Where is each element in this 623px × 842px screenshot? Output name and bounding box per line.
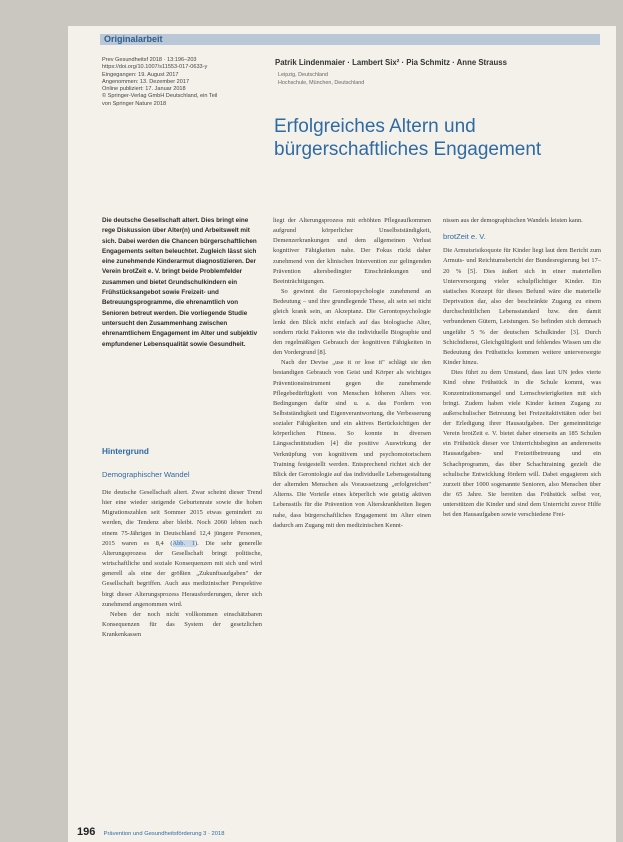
affiliations xyxy=(278,71,364,87)
affiliation-2: Hochschule, München, Deutschland xyxy=(278,80,365,86)
paragraph: Die deutsche Gesellschaft altert. Zwar scheint dieser Trend hier eine wieder steigende Geburtenrate sowie die hohen Migrationszahlen seit Sommer 2015 etwas gemindert zu werden, die Tendenz aber bleibt. Noch 2060 lebten nach einem 75-Jährigen in Deutschland 12,4 jüngere Personen, 2015 waren es 8,4 (Abb. 1). Die sehr generelle Alterungsprozess der Gesellschaft bringt politische, wirtschaftliche und soziale Konsequenzen mit sich und wird generell als eine der größten „Zukunftsaufgaben" der Gesellschaft begriffen. Auch aus medizinischer Perspektive birgt dieser Alterungsprozess Herausforderungen, derer sich zunehmend angenommen wird. xyxy=(102,489,262,608)
meta-copyright: © Springer-Verlag GmbH Deutschland, ein Teil xyxy=(102,93,218,100)
journal-name: Prävention und Gesundheitsförderung 3 · 2018 xyxy=(103,831,225,837)
paragraph: So gewinnt die Gerontopsychologie zunehmend an Bedeutung – und ihre grundlegende These, alt sein sei nicht gleich krank sein, an Akzeptanz. Die Gerontopsychologie lenkt den Blick nicht einfach auf das biologische Alter, sondern rückt Faktoren wie die individuelle Biographie und den regelmäßigen Gebrauch der kognitiven Fähigkeiten in den Vordergrund [8]. xyxy=(273,288,431,357)
meta-doi-link[interactable]: https://doi.org/10.1007/s11553-017-0633-y xyxy=(102,64,208,71)
paragraph: Dies führt zu dem Umstand, dass laut UN jedes vierte Kind ohne Frühstück in die Schule kommt, was Konzentrationsmangel und Lernschwierigkeiten mit sich bringt. Zudem haben viele Kinder keinen Zugang zu außerschulischer Betreuung bei Freizeitaktivitäten oder bei der Erledigung ihrer Hausaufgaben. Der gemeinnützige Verein brotZeit e. V. bietet daher einerseits an 185 Schulen ein Frühstück dieser vor Unterrichtsbeginn an andererseits Hausaufgaben- und Freizeitbetreuung und ein Schachprogramm, das über Schachtraining gezielt die schulische Entwicklung fördern will. Dabei engagieren sich zurzeit über 1000 sogenannte Senioren, also Menschen über die 65 Jahre. Sie bereiten das Frühstück selbst vor, unterstützen die Kinder und sind dem Unterricht zuvor Hilfe bei den Hausaufgaben sowie verschiedene Frei- xyxy=(443,369,601,519)
subheading-demographischer-wandel: Demographischer Wandel xyxy=(102,470,190,479)
author-list: Patrik Lindenmaier · Lambert Six² · Pia Schmitz · Anne Strauss xyxy=(275,58,507,67)
paragraph: Nach der Devise „use it or lose it" schlägt sie den bestandigen Gebrauch von Geist und Körper als wichtiges Präventionsinstrument gegen die zunehmende Pflegebedürftigkeit von Menschen höheren Alters vor. Bedingungen dafür sind u. a. das Fordern von Selbstständigkeit und Eigenverantwortung, die Verbesserung sozialer Fähigkeiten und ein aktives Berücksichtigen der körperlichen Fitness. So konnte in diversen Längsschnittstudien [4] die positive Auswirkung der Verknüpfung von kognitivem und psychomotorischem Training festgestellt werden. Entsprechend richtet sich der Blick der Gerontologie auf das individuelle Lebensgestaltung der alternden Menschen als Voraussetzung „erfolgreichen" Alterns. Die Vorteile eines körperlich wie geistig aktiven Lebensstils für die Prävention von Alterskrankheiten liegen nahe, dass bürgerschaftliches Engagement im Alter einen dadurch am Zugang mit den medizinischen Kennt- xyxy=(273,359,431,529)
section-header-bar xyxy=(100,34,600,45)
paragraph: liegt der Alterungsprozess mit erhöhten Pflegeaufkommen aufgrund körperlicher Unselbstständigkeit, Demenzerkrankungen und dem allgemeinen Verlust kognitiver Fähigkeiten nahe. Der Fokus rückt daher zunehmend von der klinischen Intervention zur gelingenden Prävention altersbedingter Einschränkungen und Beeinträchtigungen. xyxy=(273,217,431,285)
figure-reference-link[interactable]: Abb. 1 xyxy=(172,539,195,547)
paragraph: Neben der noch nicht vollkommen einschätzbaren Konsequenzen für das System der gesetzlichen Krankenkassen xyxy=(102,610,262,639)
paragraph: Die Armutsrisikoquote für Kinder liegt laut dem Bericht zum Armuts- und Reichtumsbericht der Bundesregierung bei 17–20 % [5]. Dies äußert sich in einer materiellen Unterversorgung vieler schulpflichtiger Kinder. Ein statisches Konzept für dieses Befund wäre die materielle Deprivation dar, also der beschränkte Zugang zu einem durchschnittlichen Lebensstandard bzw. den damit verbundenen Gütern, Leistungen. So befinden sich demnach ungefähr 5 % der deutschen Schulkinder [3]. Durch Schichtdienst, Gleichgültigkeit und fehlendes Wissen um die Bedeutung des Frühstücks kommen weitere unterversorgte Kinder hinzu. xyxy=(443,247,601,367)
meta-published: Online publiziert: 17. Januar 2018 xyxy=(102,86,186,93)
body-column-1 xyxy=(102,488,262,640)
article-title xyxy=(274,115,604,161)
paragraph: nissen aus der demographischen Wandels leisten kann. xyxy=(443,217,583,224)
affiliation-1: Leipzig, Deutschland xyxy=(278,72,329,78)
subheading-brotzeit: brotZeit e. V. xyxy=(443,232,486,242)
body-column-3 xyxy=(443,216,601,521)
abstract: Die deutsche Gesellschaft altert. Dies bringt eine rege Diskussion über Alter(n) und Arbeitswelt mit sich. Dabei werden die Chancen bürgerschaftlichen Engagements selten beleuchtet. Zugleich lässt sich eine zunehmende Kinderarmut diagnostizieren. Der Verein brotZeit e. V. bringt beide Problemfelder zusammen und bietet Grundschulkindern ein Frühstücksangebot sowie Freizeit- und Betreuungsprogramme, die ehrenamtlich von Senioren betreut werden. Die vorliegende Studie untersucht den Zusammenhang zwischen ehrenamtlichem Engagement im Alter und subjektiv empfundener Lebensqualität sowie Gesundheit. xyxy=(102,217,258,348)
page-number: 196 xyxy=(77,826,96,838)
meta-accepted: Angenommen: 13. Dezember 2017 xyxy=(102,78,190,85)
page-footer xyxy=(77,826,224,838)
body-column-2 xyxy=(273,216,431,531)
section-label: Originalarbeit xyxy=(104,34,163,44)
heading-hintergrund: Hintergrund xyxy=(102,447,149,456)
title-line-1: Erfolgreiches Altern und xyxy=(274,116,476,137)
meta-received: Eingegangen: 19. August 2017 xyxy=(102,71,179,78)
meta-citation: Prev Gesundheitsf 2018 · 13:196–203 xyxy=(102,57,197,63)
meta-copyright-cont: von Springer Nature 2018 xyxy=(102,100,167,107)
title-line-2: bürgerschaftliches Engagement xyxy=(274,139,542,160)
article-metadata xyxy=(102,57,267,108)
